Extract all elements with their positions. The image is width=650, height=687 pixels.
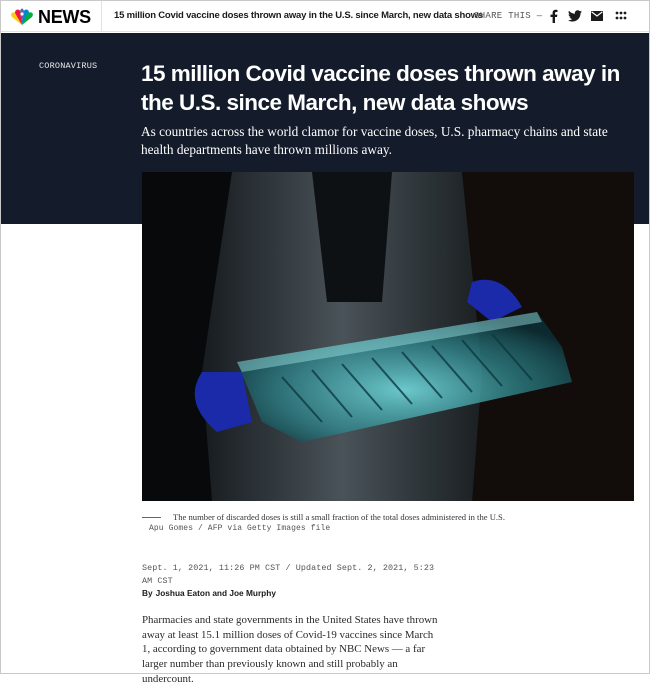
share-label: SHARE THIS — [474, 11, 543, 21]
more-options-icon[interactable] [613, 8, 629, 24]
section-kicker[interactable]: CORONAVIRUS [39, 61, 98, 71]
caption-accent-line [142, 517, 161, 518]
topbar-headline: 15 million Covid vaccine doses thrown away in the U.S. since March, new data shows [114, 10, 483, 21]
topbar-divider [101, 1, 102, 32]
byline-prefix: By [142, 588, 153, 598]
nbc-news-logo[interactable] [9, 7, 91, 27]
top-nav-bar [1, 1, 649, 32]
article-byline [142, 588, 276, 598]
peacock-icon [9, 8, 35, 26]
article-dateline: Sept. 1, 2021, 11:26 PM CST / Updated Sept. 2, 2021, 5:23 AM CST [142, 563, 435, 586]
facebook-icon[interactable] [545, 8, 561, 24]
twitter-icon[interactable] [567, 8, 583, 24]
article-dek: As countries across the world clamor for vaccine doses, U.S. pharmacy chains and state health departments have thrown millions away. [141, 124, 608, 157]
logo-wordmark: NEWS [38, 7, 91, 27]
share-icons [545, 8, 611, 24]
article-body-paragraph: Pharmacies and state governments in the United States have thrown away at least 15.1 million doses of Covid-19 vaccines since March 1, according to government data obtained by NBC News — a far larger number than previously known and still probably an undercount. [142, 614, 438, 685]
author-links[interactable]: Joshua Eaton and Joe Murphy [155, 588, 276, 598]
photo-credit: Apu Gomes / AFP via Getty Images file [149, 524, 331, 533]
vaccine-tray-photo [142, 172, 634, 501]
photo-caption: The number of discarded doses is still a small fraction of the total doses administered in the U.S. [173, 512, 505, 522]
email-icon[interactable] [589, 8, 605, 24]
hero-photo [142, 172, 634, 501]
article-headline: 15 million Covid vaccine doses thrown away in the U.S. since March, new data shows [141, 61, 620, 115]
